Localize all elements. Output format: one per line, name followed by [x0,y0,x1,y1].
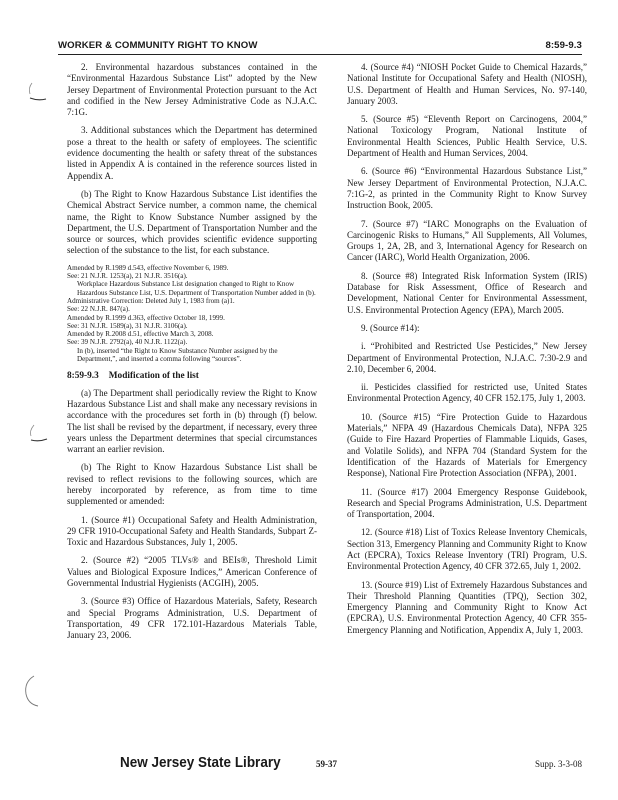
history-line: See: 22 N.J.R. 847(a). [67,305,130,314]
section-title: Modification of the list [108,371,199,382]
right-column [347,62,587,643]
page-footer [0,754,618,774]
page-number: 59-37 [316,759,337,769]
paragraph-a3: 3. Additional substances which the Department has determined pose a threat to the health or safety of employees. The scientific evidence documenting the health or safety threat of the substances listed in Appendix A is contained in the reference sources listed in Appendix A. [67,125,317,181]
source-item-9: 9. (Source #14): [361,322,420,333]
source-item-3: 3. (Source #3) Office of Hazardous Materials, Safety, Research and Special Programs Administration, U.S. Department of Transportation, 49 CFR 172.101-Hazardous Materials Table, January 23, 2006. [67,596,317,641]
source-item-11: 11. (Source #17) 2004 Emergency Response Guidebook, Research and Special Programs Administration, U.S. Department of Transportation, 2004. [347,486,587,520]
source-item-2: 2. (Source #2) “2005 TLVs® and BEIs®, Threshold Limit Values and Biological Exposure Indices,” American Conference of Governmental Industrial Hygienists (ACGIH), 2005. [67,555,317,589]
section-number: 8:59-9.3 [67,371,99,382]
paragraph-a2: 2. Environmental hazardous substances contained in the “Environmental Hazardous Substance List” adopted by the New Jersey Department of Environmental Protection pursuant to the Act and codified in the New Jersey Administrative Code as N.J.A.C. 7:1G. [67,62,317,118]
history-line: In (b), inserted “the Right to Know Substance Number assigned by the Department,”, and inserted a comma following “sources”. [77,346,278,364]
margin-mark-middle [26,422,52,448]
source-item-10: 10. (Source #15) “Fire Protection Guide to Hazardous Materials,” NFPA 49 (Hazardous Chemicals Data), NFPA 325 (Guide to Fire Hazard Properties of Flammable Liquids, Gases, and Volatile Solids), and NFPA 704 (Standard System for the Identification of the Hazards of Materials for Emergency Response), National Fire Protection Association (NFPA), 2001. [347,411,587,479]
margin-mark-bottom [20,672,46,712]
source-item-5: 5. (Source #5) “Eleventh Report on Carcinogens, 2004,” National Toxicology Program, National Institute of Environmental Health Sciences, Public Health Service, U.S. Department of Health and Human Services, 2004. [347,114,587,159]
source-item-4: 4. (Source #4) “NIOSH Pocket Guide to Chemical Hazards,” National Institute for Occupational Safety and Health (NIOSH), U.S. Department of Health and Human Services, No. 97-140, January 2003. [347,62,587,106]
paragraph-9-3-a: (a) The Department shall periodically review the Right to Know Hazardous Substance List and shall make any necessary revisions in accordance with the procedures set forth in (b) through (f) below. The list shall be revised by the department, if necessary, every three years unless the Department determines that special circumstances warrant an earlier revision. [67,387,317,455]
source-item-13: 13. (Source #19) List of Extremely Hazardous Substances and Their Threshold Planning Quantities (TPQ), Section 302, Emergency Planning and Community Right to Know Act (EPCRA), U.S. Environmental Protection Agency, 40 CFR 355-Emergency Planning and Notification, Appendix A, July 1, 2003. [347,579,587,635]
history-line: See: 31 N.J.R. 1589(a), 31 N.J.R. 3106(a). [67,321,188,330]
source-item-7: 7. (Source #7) “IARC Monographs on the Evaluation of Carcinogenic Risks to Humans,” All Supplements, All Volumes, Groups 1, 2A, 2B, and 3, International Agency for Research on Cancer (IARC), World Health Organization, 2006. [347,218,587,263]
history-line: Workplace Hazardous Substance List designation changed to Right to Know Hazardous Substance List, U.S. Department of Transportation Number added in (b). [77,280,316,297]
section-heading [67,371,317,382]
library-watermark: New Jersey State Library [120,754,281,771]
history-line: Administrative Correction: Deleted July 1, 1983 from (a)1. [67,296,235,305]
header-rule [58,54,582,55]
history-line: See: 21 N.J.R. 1253(a), 21 N.J.R. 3516(a). [67,272,188,281]
source-item-8: 8. (Source #8) Integrated Risk Information System (IRIS) Database for Risk Assessment, Office of Research and Development, National Center for Environmental Assessment, U.S. Environmental Protection Agency (EPA), March 2005. [347,270,587,315]
paragraph-b: (b) The Right to Know Hazardous Substance List identifies the Chemical Abstract Service number, a common name, the chemical name, the Right to Know Substance Number assigned by the Department, the U.S. Department of Transportation Number and the source or sources, which provides scientific evidence supporting selection of the substance to the list, for each substance. [67,188,317,256]
source-item-1: 1. (Source #1) Occupational Safety and Health Administration, 29 CFR 1910-Occupational Safety and Health Standards, Subpart Z-Toxic and Hazardous Substances, July 1, 2005. [67,514,317,548]
history-notes [67,264,317,364]
left-column [67,62,317,649]
paragraph-9-3-b: (b) The Right to Know Hazardous Substance List shall be revised to reflect revisions to the following sources, which are hereby incorporated by reference, as from time to time supplemented or amended: [67,462,317,507]
supplement-date: Supp. 3-3-08 [535,759,582,769]
history-line: Amended by R.1999 d.363, effective October 18, 1999. [67,313,225,322]
page-header [58,40,582,54]
header-title: WORKER & COMMUNITY RIGHT TO KNOW [58,40,258,51]
header-section-ref: 8:59-9.3 [545,40,582,51]
source-item-6: 6. (Source #6) “Environmental Hazardous Substance List,” New Jersey Department of Environmental Protection, N.J.A.C. 7:1G-2, as printed in the Community Right to Know Survey Instruction Book, 2005. [347,166,587,211]
history-line: Amended by R.2008 d.51, effective March 3, 2008. [67,330,214,339]
history-line: Amended by R.1989 d.543, effective November 6, 1989. [67,263,229,272]
history-line: See: 39 N.J.R. 2792(a), 40 N.J.R. 1122(a). [67,338,188,347]
source-item-9-ii: ii. Pesticides classified for restricted use, United States Environmental Protection Agency, 40 CFR 152.175, July 1, 2003. [347,382,587,404]
source-item-9-i: i. “Prohibited and Restricted Use Pesticides,” New Jersey Department of Environmental Protection, N.J.A.C. 7:30-2.9 and 2.10, December 6, 2004. [347,341,587,374]
margin-mark-top [26,80,52,106]
source-item-12: 12. (Source #18) List of Toxics Release Inventory Chemicals, Section 313, Emergency Planning and Community Right to Know Act (EPCRA), Toxics Release Inventory (TRI) Program, U.S. Environmental Protection Agency, 40 CFR 372.65, July 1, 2002. [347,527,587,572]
